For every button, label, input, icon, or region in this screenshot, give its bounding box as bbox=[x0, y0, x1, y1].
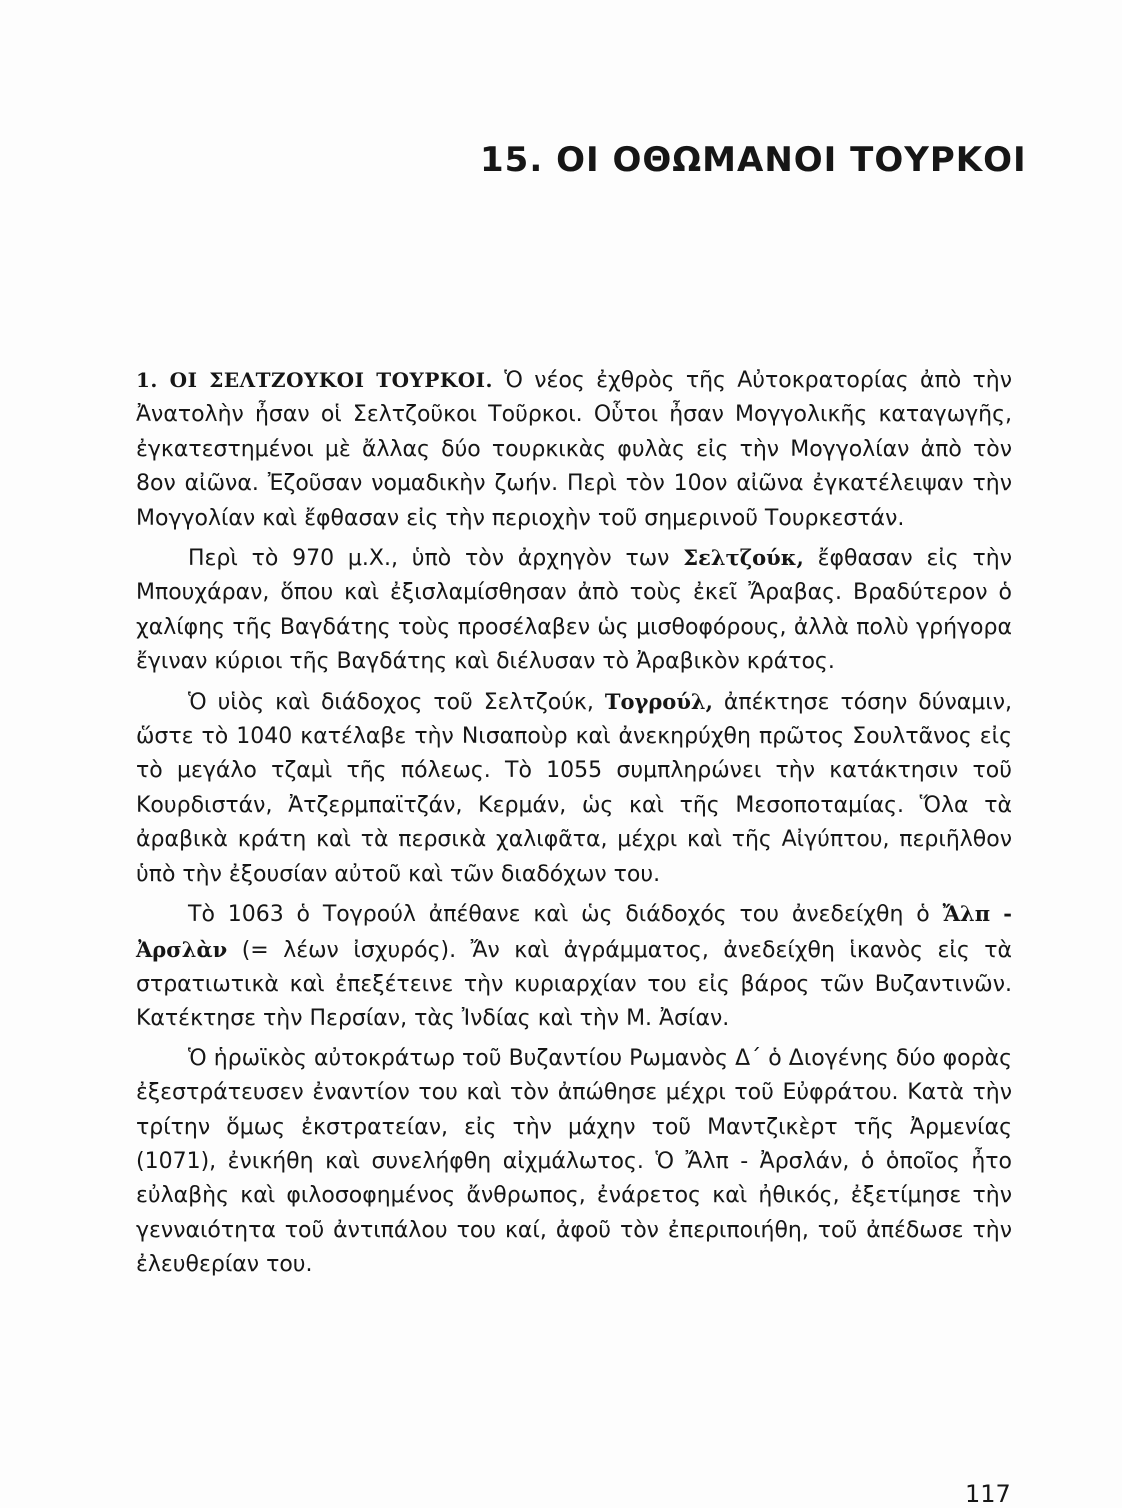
paragraph-3 bbox=[136, 685, 1012, 892]
page-number: 117 bbox=[965, 1480, 1011, 1508]
paragraph-1 bbox=[136, 363, 1012, 536]
paragraph-2-text-a: Περὶ τὸ 970 μ.Χ., ὑπὸ τὸν ἀρχηγὸν των bbox=[188, 546, 684, 572]
name-seljuk: Σελτζούκ, bbox=[683, 545, 804, 571]
paragraph-5: Ὁ ἡρωϊκὸς αὐτοκράτωρ τοῦ Βυζαντίου Ρωμανὸς Δ΄ ὁ Διογένης δύο φορὰς ἐξεστράτευσεν ἐναντίον του καὶ τὸν ἀπώθησε μέχρι τοῦ Εὐφράτου. Κατὰ τὴν τρίτην ὅμως ἐκστρατείαν, εἰς τὴν μάχην τοῦ Μαντζικὲρτ τῆς Ἀρμενίας (1071), ἐνικήθη καὶ συνελήφθη αἰχμάλωτος. Ὁ Ἄλπ - Ἀρσλάν, ὁ ὁποῖος ἦτο εὐλαβὴς καὶ φιλοσοφημένος ἄνθρωπος, ἐνάρετος καὶ ἠθικός, ἐξετίμησε τὴν γενναιότητα τοῦ ἀντιπάλου του καί, ἀφοῦ τὸν ἐπεριποιήθη, τοῦ ἀπέδωσε τὴν ἐλευθερίαν του. bbox=[136, 1045, 1012, 1278]
section-heading: 1. ΟΙ ΣΕΛΤΖΟΥΚΟΙ ΤΟΥΡΚΟΙ. bbox=[136, 368, 493, 392]
name-tughril: Τογρούλ, bbox=[604, 688, 713, 714]
paragraph-3-text-b: ἀπέκτησε τόσην δύναμιν, ὥστε τὸ 1040 κατέλαβε τὴν Νισαποὺρ καὶ ἀνεκηρύχθη πρῶτος Σουλτᾶνος εἰς τὸ μεγάλο τζαμὶ τῆς πόλεως. Τὸ 1055 συμπληρώνει τὴν κατάκτησιν τοῦ Κουρδιστάν, Ἀτζερμπαϊτζάν, Κερμάν, ὡς καὶ τῆς Μεσοποταμίας. Ὅλα τὰ ἀραβικὰ κράτη καὶ τὰ περσικὰ χαλιφᾶτα, μέχρι καὶ τῆς Αἰγύπτου, περιῆλθον ὑπὸ τὴν ἐξουσίαν αὐτοῦ καὶ τῶν διαδόχων του. bbox=[136, 689, 1012, 887]
paragraph-4-text-a: Τὸ 1063 ὁ Τογρούλ ἀπέθανε καὶ ὡς διάδοχός του ἀνεδείχθη ὁ bbox=[188, 902, 943, 928]
name-alp-arslan: Ἄλπ - Ἀρσλὰν bbox=[136, 901, 1012, 962]
paragraph-4 bbox=[136, 897, 1012, 1037]
paragraph-1-text: Ὁ νέος ἐχθρὸς τῆς Αὐτοκρατορίας ἀπὸ τὴν Ἀνατολὴν ἦσαν οἱ Σελτζοῦκοι Τοῦρκοι. Οὗτοι ἦσαν Μογγολικῆς καταγωγῆς, ἐγκατεστημένοι μὲ ἄλλας δύο τουρκικὰς φυλὰς εἰς τὴν Μογγολίαν ἀπὸ τὸν 8ον αἰῶνα. Ἐζοῦσαν νομαδικὴν ζωήν. Περὶ τὸν 10ον αἰῶνα ἐγκατέλειψαν τὴν Μογγολίαν καὶ ἔφθασαν εἰς τὴν περιοχὴν τοῦ σημερινοῦ Τουρκεστάν. bbox=[136, 368, 1012, 531]
paragraph-2-text-b: ἔφθασαν εἰς τὴν Μπουχάραν, ὅπου καὶ ἐξισλαμίσθησαν ἀπὸ τοὺς ἐκεῖ Ἄραβας. Βραδύτερον ὁ χαλίφης τῆς Βαγδάτης τοὺς προσέλαβεν ὡς μισθοφόρους, ἀλλὰ πολὺ γρήγορα ἔγιναν κύριοι τῆς Βαγδάτης καὶ διέλυσαν τὸ Ἀραβικὸν κράτος. bbox=[136, 546, 1012, 675]
paragraph-3-text-a: Ὁ υἱὸς καὶ διάδοχος τοῦ Σελτζούκ, bbox=[188, 689, 605, 715]
chapter-title: 15. ΟΙ ΟΘΩΜΑΝΟΙ ΤΟΥΡΚΟΙ bbox=[480, 140, 1027, 180]
paragraph-4-text-b: (= λέων ἰσχυρός). Ἄν καὶ ἀγράμματος, ἀνεδείχθη ἱκανὸς εἰς τὰ στρατιωτικὰ καὶ ἐπεξέτεινε τὴν κυριαρχίαν του εἰς βάρος τῶν Βυζαντινῶν. Κατέκτησε τὴν Περσίαν, τὰς Ἰνδίας καὶ τὴν Μ. Ἀσίαν. bbox=[136, 937, 1012, 1032]
paragraph-2 bbox=[136, 541, 1012, 680]
section-body bbox=[136, 363, 1012, 1283]
